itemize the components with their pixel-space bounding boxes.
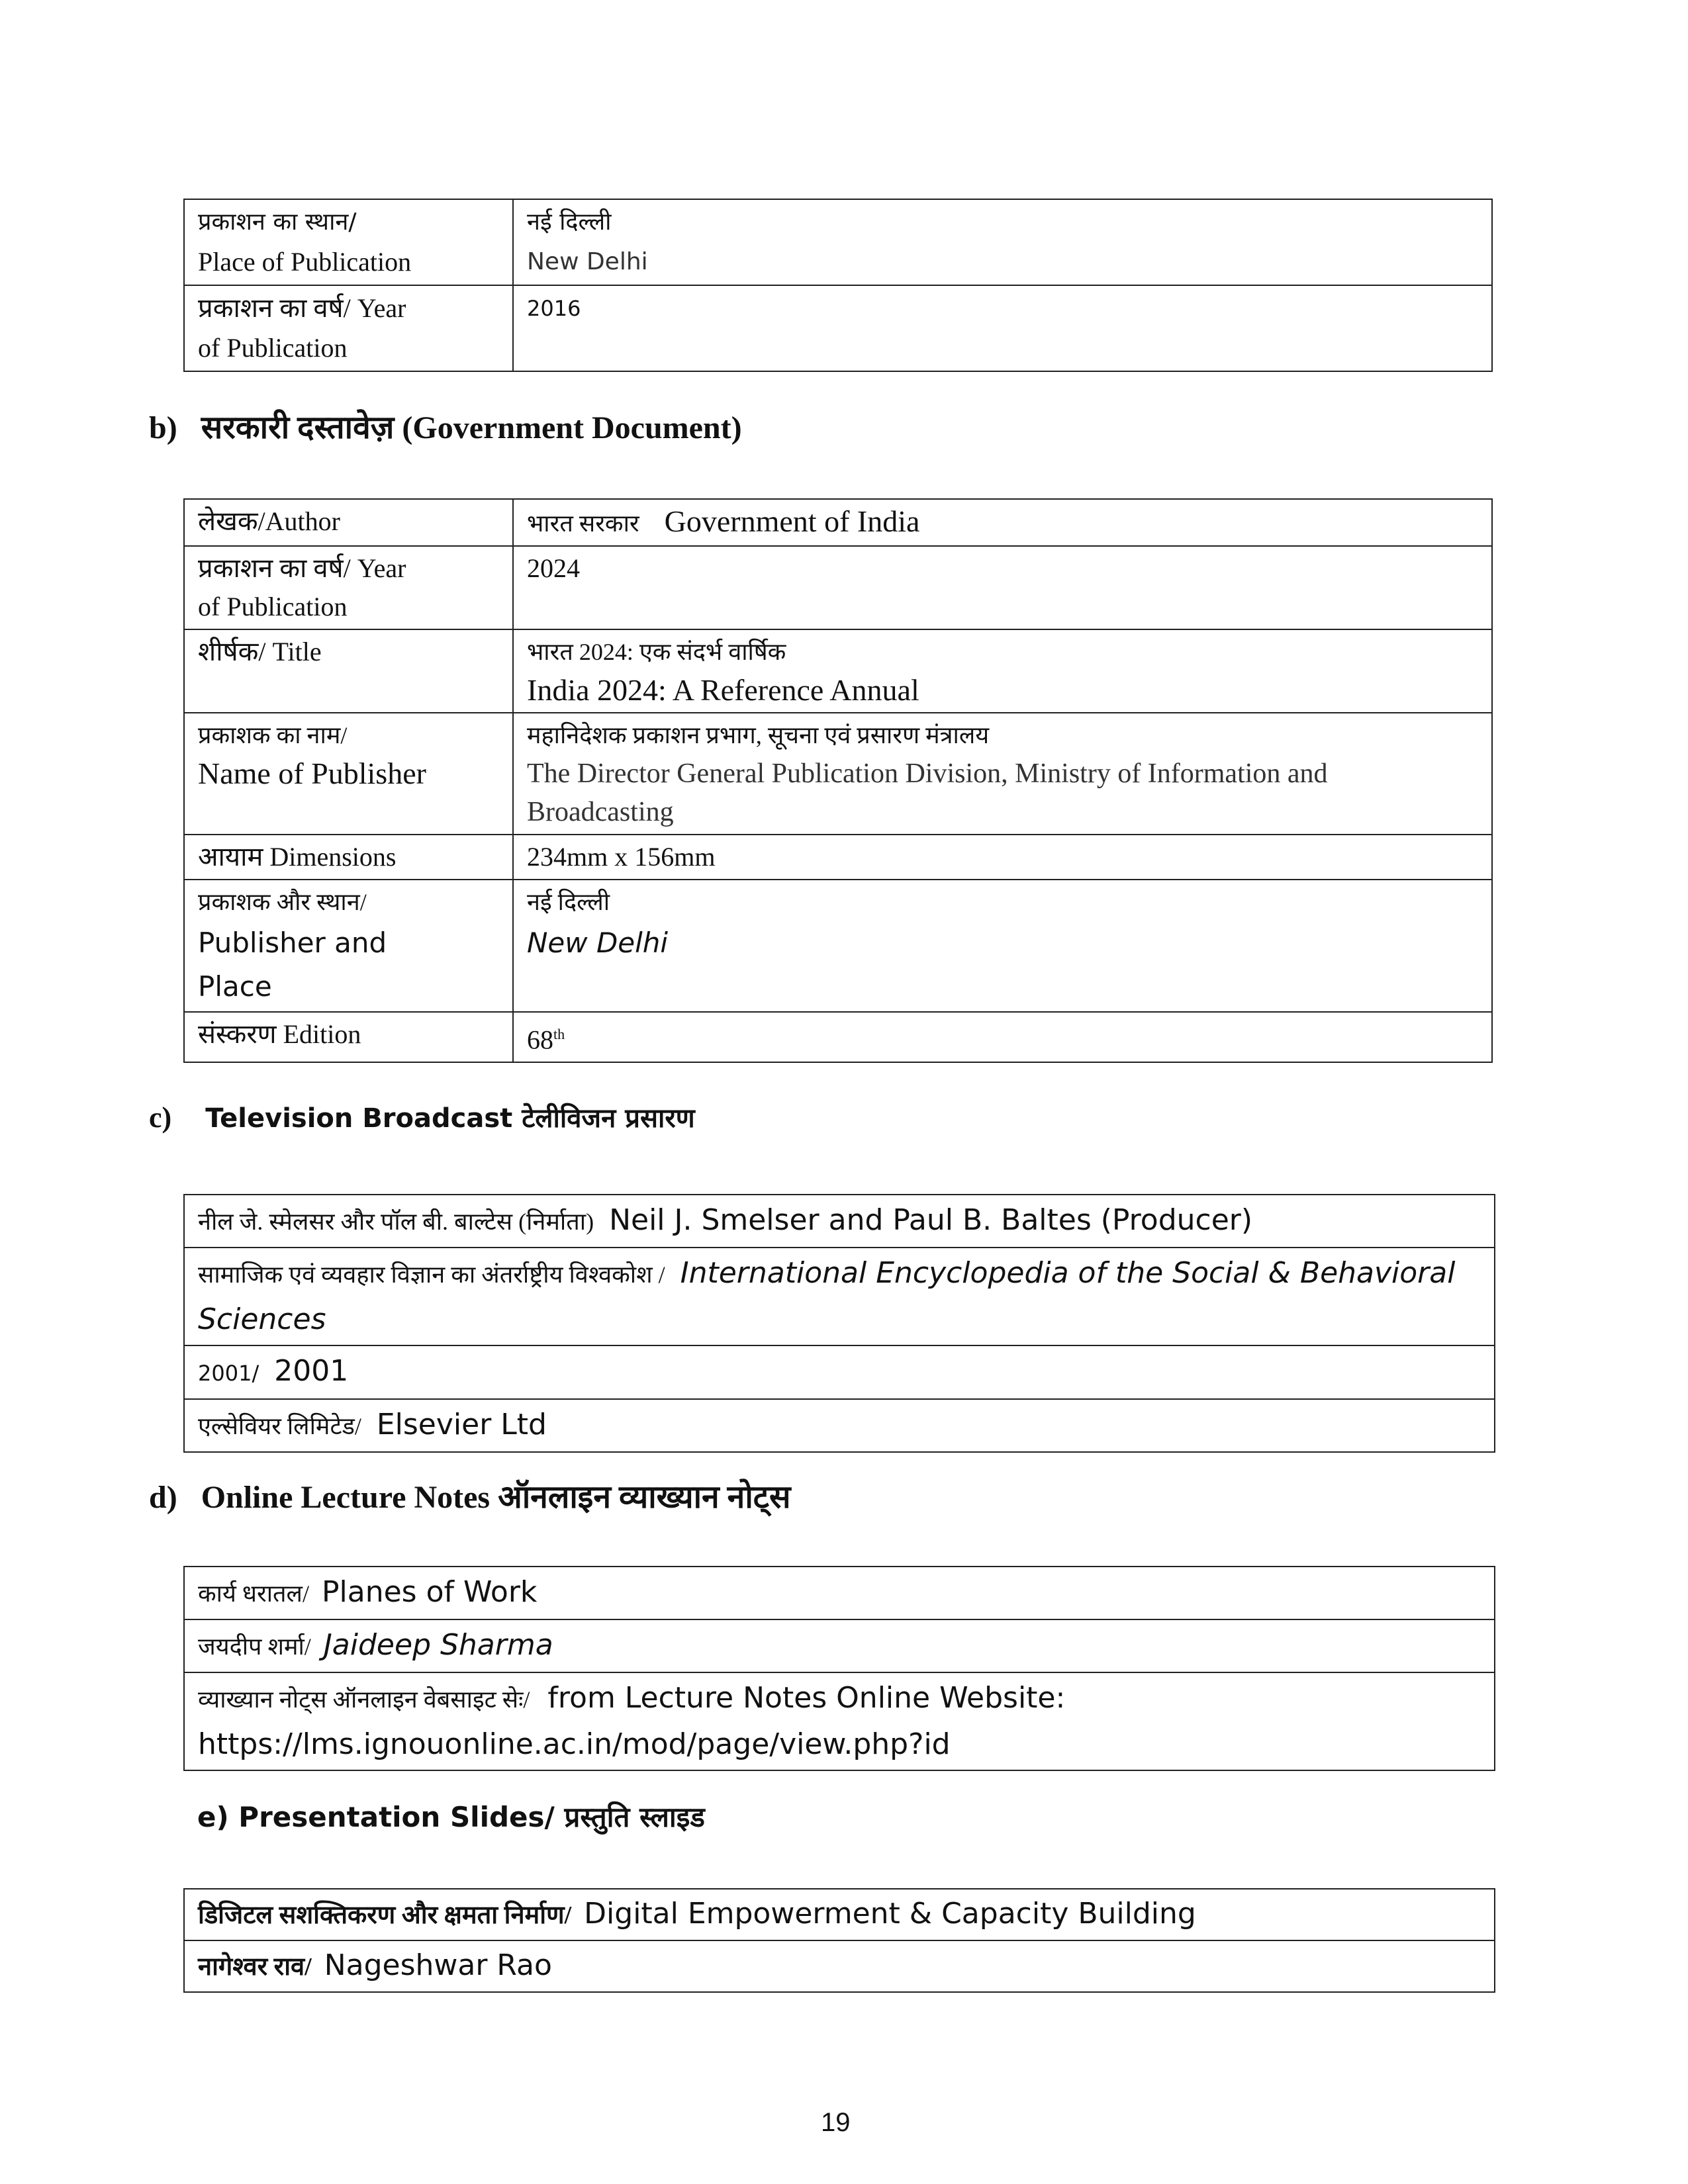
place-label-cell: [184, 199, 513, 285]
year-label: प्रकाशन का वर्ष/ Year: [198, 553, 406, 583]
edition-value-cell: [513, 1012, 1492, 1062]
place-label-en: Place of Publication: [198, 247, 412, 277]
place-value-hi: नई दिल्ली: [527, 208, 612, 236]
place-value-cell: [513, 880, 1492, 1012]
place-label-hi: प्रकाशक और स्थान/: [198, 889, 367, 915]
publisher-label-en: Name of Publisher: [198, 756, 426, 790]
website-url: https://lms.ignouonline.ac.in/mod/page/view.php?id: [198, 1727, 951, 1761]
table-row: [184, 629, 1492, 713]
television-broadcast-table: [183, 1194, 1495, 1453]
government-document-table: [183, 498, 1493, 1063]
website-cell: [184, 1672, 1495, 1770]
place-value-en: New Delhi: [527, 248, 648, 275]
table-row: [184, 835, 1492, 880]
table-row: [184, 880, 1492, 1012]
year-value: 2016: [527, 296, 581, 321]
publisher-value-hi: महानिदेशक प्रकाशन प्रभाग, सूचना एवं प्रसारण मंत्रालय: [527, 722, 990, 749]
table-row: [184, 1195, 1495, 1248]
dimensions-label: आयाम Dimensions: [184, 835, 513, 880]
slide-title-cell: [184, 1889, 1495, 1940]
year-label-2: of Publication: [198, 592, 348, 621]
table-row: [184, 1940, 1495, 1992]
title-value-hi: भारत 2024: एक संदर्भ वार्षिक: [527, 639, 786, 665]
table-row: [184, 1567, 1495, 1619]
author-value-hi: भारत सरकार: [527, 510, 639, 537]
section-d-letter: d): [149, 1480, 177, 1515]
author-value-en: Government of India: [664, 504, 920, 538]
section-c-title: Television Broadcast टेलीविजन प्रसारण: [205, 1103, 695, 1134]
edition-suffix: th: [553, 1026, 565, 1042]
author-en: Jaideep Sharma: [323, 1628, 553, 1662]
dimensions-value: 234mm x 156mm: [513, 835, 1492, 880]
year-hi: 2001/: [198, 1361, 259, 1386]
section-c-letter: c): [149, 1101, 172, 1134]
website-en: from Lecture Notes Online Website:: [547, 1681, 1066, 1715]
table-row: [184, 1889, 1495, 1940]
table-row: [184, 1399, 1495, 1452]
section-b-heading: [149, 405, 742, 448]
place-label-en-2: Place: [198, 970, 272, 1003]
producer-cell: [184, 1195, 1495, 1248]
author-value-cell: [513, 499, 1492, 546]
slide-author-cell: [184, 1940, 1495, 1992]
table-row: [184, 1012, 1492, 1062]
slide-author-hi: नागेश्वर राव/: [198, 1953, 312, 1981]
year-label-cell: [184, 285, 513, 371]
author-hi: जयदीप शर्मा/: [198, 1633, 311, 1660]
table-row: [184, 199, 1492, 285]
year-value: 2024: [513, 546, 1492, 629]
publisher-en: Elsevier Ltd: [376, 1408, 547, 1441]
place-label-en-1: Publisher and: [198, 927, 387, 959]
title-value-cell: [513, 629, 1492, 713]
section-b-letter: b): [149, 410, 177, 445]
presentation-slides-table: [183, 1888, 1495, 1993]
year-label-cell: [184, 546, 513, 629]
planes-of-work-hi: कार्य धरातल/: [198, 1580, 309, 1607]
slide-title-en: Digital Empowerment & Capacity Building: [584, 1897, 1196, 1931]
place-value-hi: नई दिल्ली: [527, 889, 610, 915]
table-row: [184, 1619, 1495, 1672]
publisher-label-cell: [184, 713, 513, 835]
publisher-hi: एल्सेवियर लिमिटेड/: [198, 1413, 361, 1439]
title-label: शीर्षक/ Title: [184, 629, 513, 713]
author-label: लेखक/Author: [184, 499, 513, 546]
year-en: 2001: [274, 1354, 349, 1388]
edition-value: 68: [527, 1024, 553, 1055]
table-row: [184, 713, 1492, 835]
author-cell: [184, 1619, 1495, 1672]
publisher-value-en: The Director General Publication Division, Ministry of Information and Broadcasting: [527, 758, 1328, 827]
encyclopedia-en: International Encyclopedia of the Social & Behavioral Sciences: [198, 1256, 1456, 1336]
year-cell: [184, 1345, 1495, 1399]
table-row: [184, 546, 1492, 629]
edition-label: संस्करण Edition: [184, 1012, 513, 1062]
title-value-en: India 2024: A Reference Annual: [527, 673, 919, 707]
planes-of-work-cell: [184, 1567, 1495, 1619]
year-label: प्रकाशन का वर्ष/ Year: [198, 293, 406, 323]
publisher-cell: [184, 1399, 1495, 1452]
place-value-en: New Delhi: [527, 927, 669, 959]
producer-en: Neil J. Smelser and Paul B. Baltes (Producer): [609, 1203, 1253, 1237]
year-label-2: of Publication: [198, 333, 348, 363]
website-hi: व्याख्यान नोट्स ऑनलाइन वेबसाइट सेः/: [198, 1686, 530, 1713]
section-b-title: सरकारी दस्तावेज़ (Government Document): [201, 410, 742, 445]
producer-hi: नील जे. स्मेलसर और पॉल बी. बाल्टेस (निर्माता): [198, 1208, 594, 1235]
publisher-value-cell: [513, 713, 1492, 835]
section-c-heading: [149, 1099, 695, 1135]
place-label-hi: प्रकाशन का स्थान/: [198, 208, 357, 236]
publication-table: [183, 199, 1493, 372]
section-d-heading: [149, 1475, 790, 1518]
table-row: [184, 1345, 1495, 1399]
online-lecture-notes-table: [183, 1566, 1495, 1771]
place-label-cell: [184, 880, 513, 1012]
place-value-cell: [513, 199, 1492, 285]
encyclopedia-hi: सामाजिक एवं व्यवहार विज्ञान का अंतर्राष्ट्रीय विश्वकोश /: [198, 1261, 665, 1288]
table-row: [184, 499, 1492, 546]
table-row: [184, 285, 1492, 371]
planes-of-work-en: Planes of Work: [321, 1575, 538, 1609]
year-value-cell: [513, 285, 1492, 371]
slide-title-hi: डिजिटल सशक्तिकरण और क्षमता निर्माण/: [198, 1901, 572, 1929]
section-e-heading: e) Presentation Slides/ प्रस्तुति स्लाइड: [197, 1801, 705, 1833]
table-row: [184, 1672, 1495, 1770]
publisher-label-hi: प्रकाशक का नाम/: [198, 722, 348, 749]
encyclopedia-cell: [184, 1248, 1495, 1345]
section-d-title: Online Lecture Notes ऑनलाइन व्याख्यान नोट्स: [201, 1480, 791, 1515]
table-row: [184, 1248, 1495, 1345]
page-number: 19: [821, 2108, 851, 2137]
slide-author-en: Nageshwar Rao: [324, 1948, 552, 1982]
